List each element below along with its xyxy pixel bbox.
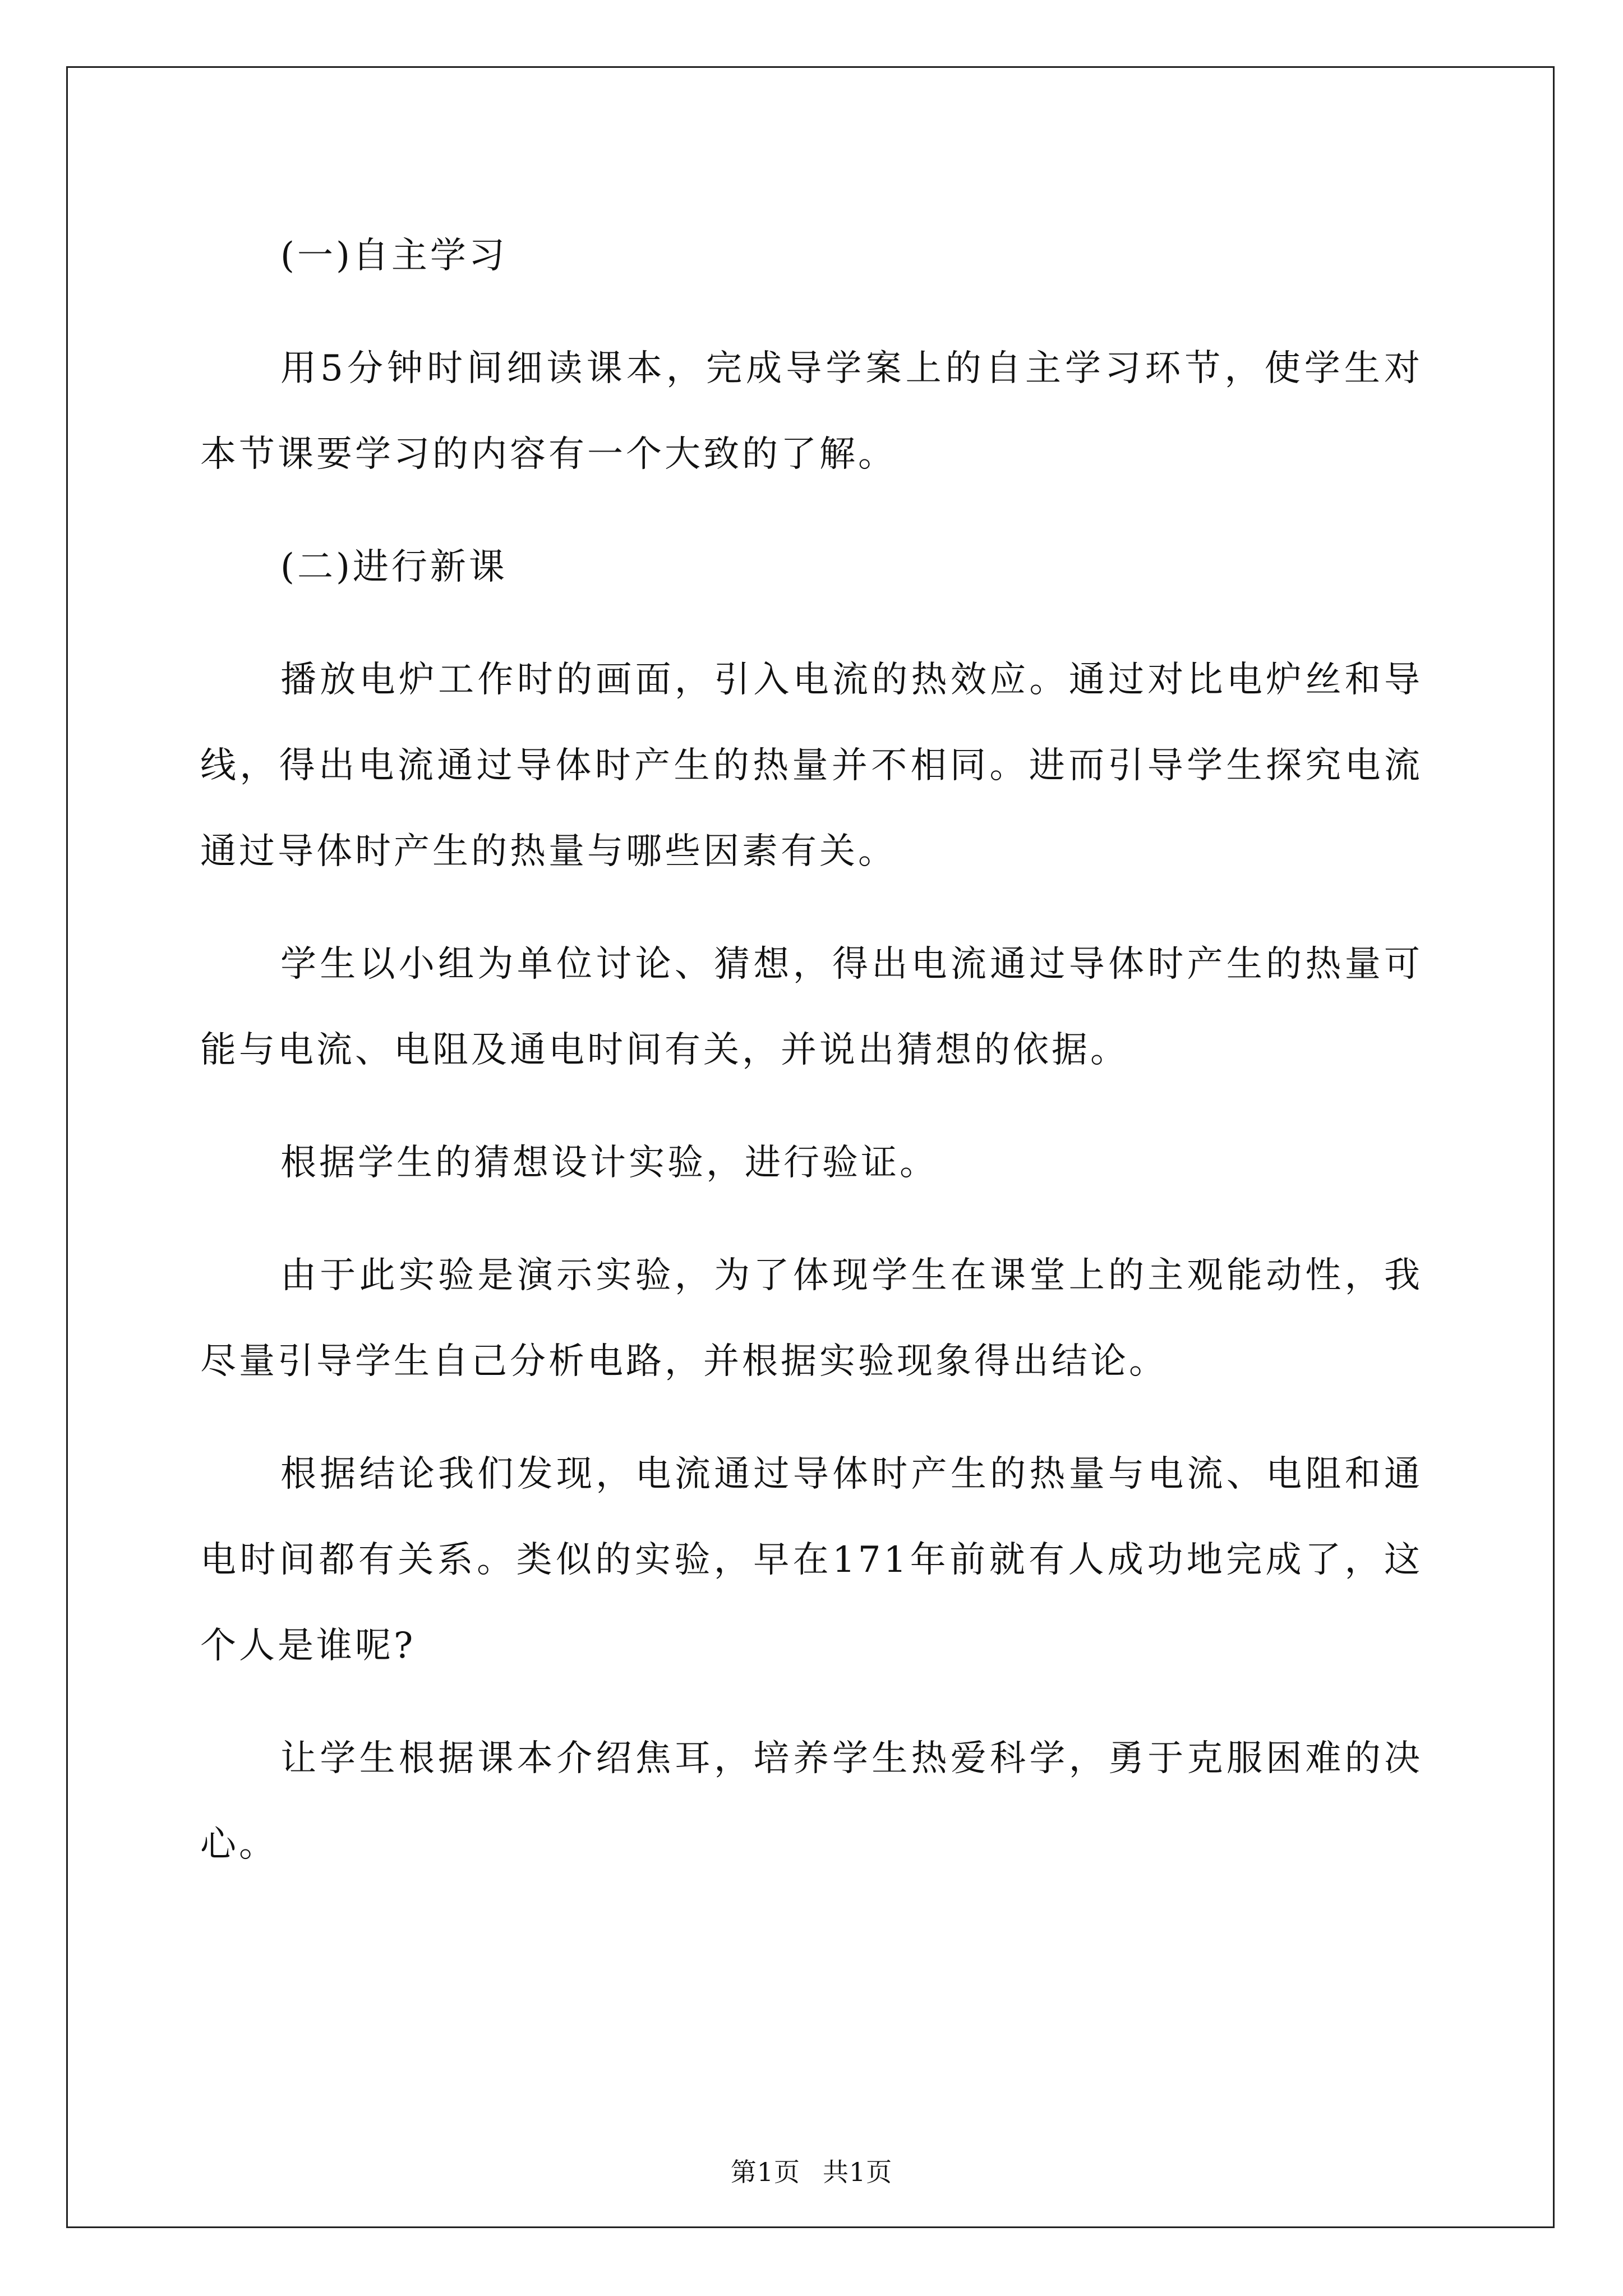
section-heading-new-lesson: (二)进行新课 [280, 546, 508, 588]
page-number: 第1页 [730, 2157, 800, 2187]
page-total: 共1页 [823, 2157, 893, 2187]
paragraph: 让学生根据课本介绍焦耳，培养学生热爱科学，勇于克服困难的决心。 [200, 1738, 1423, 1865]
paragraph: 学生以小组为单位讨论、猜想，得出电流通过导体时产生的热量可能与电流、电阻及通电时间有关，并说出猜想的依据。 [200, 944, 1423, 1071]
section-heading-self-study: (一)自主学习 [280, 235, 508, 277]
paragraph: 根据结论我们发现，电流通过导体时产生的热量与电流、电阻和通电时间都有关系。类似的实验，早在171年前就有人成功地完成了，这个人是谁呢? [200, 1453, 1423, 1667]
paragraph: 用5分钟时间细读课本，完成导学案上的自主学习环节，使学生对本节课要学习的内容有一个大致的了解。 [200, 348, 1423, 475]
paragraph: 根据学生的猜想设计实验，进行验证。 [280, 1142, 938, 1184]
paragraph: 播放电炉工作时的画面，引入电流的热效应。通过对比电炉丝和导线，得出电流通过导体时产生的热量并不相同。进而引导学生探究电流通过导体时产生的热量与哪些因素有关。 [200, 659, 1423, 872]
paragraph: 由于此实验是演示实验，为了体现学生在课堂上的主观能动性，我尽量引导学生自己分析电路，并根据实验现象得出结论。 [200, 1255, 1423, 1382]
page-footer [0, 2152, 1623, 2189]
document-body [200, 213, 1423, 1888]
